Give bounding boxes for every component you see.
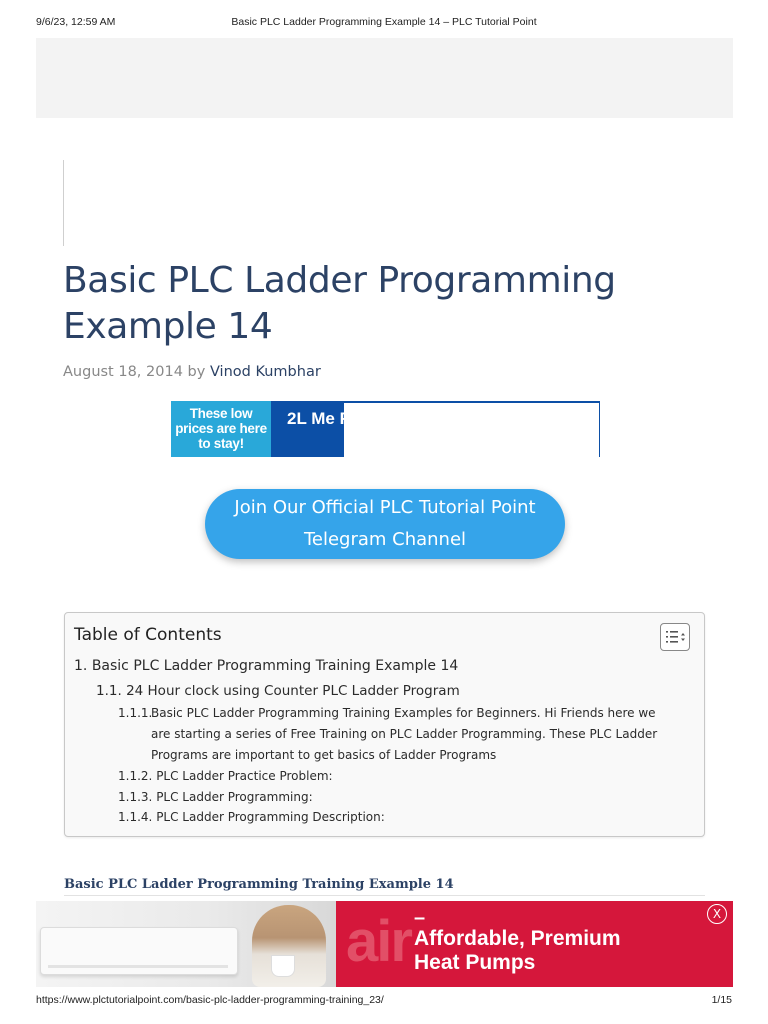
toc-link[interactable] [118, 790, 313, 804]
post-date: August 18, 2014 [63, 364, 183, 380]
section-heading: Basic PLC Ladder Programming Training Example 14 [64, 877, 454, 892]
print-page-title: Basic PLC Ladder Programming Example 14 – PLC Tutorial Point [231, 16, 537, 28]
print-header [0, 14, 768, 30]
divider-line [63, 160, 64, 246]
toc-item-number: 1.1.4. [118, 810, 153, 824]
toc-item-text: PLC Ladder Programming Description: [156, 810, 385, 824]
cup-icon [271, 955, 295, 977]
print-footer [0, 992, 768, 1008]
toc-item-number: 1.1.3. [118, 790, 153, 804]
ad-headline-line1: Affordable, Premium [414, 927, 621, 950]
toc-title: Table of Contents [74, 625, 222, 645]
print-datetime: 9/6/23, 12:59 AM [36, 16, 116, 28]
toc-item-text: PLC Ladder Programming: [156, 790, 313, 804]
toc-toggle-button[interactable] [660, 623, 690, 651]
bottom-ad[interactable] [36, 901, 733, 987]
toc-link[interactable] [118, 810, 385, 824]
ad-brand-logo: air [346, 909, 411, 974]
toc-item-text: PLC Ladder Practice Problem: [156, 769, 333, 783]
telegram-button-line2: Telegram Channel [303, 529, 467, 550]
top-ad-placeholder [36, 38, 733, 118]
toc-link[interactable] [118, 769, 333, 783]
section-divider [64, 895, 705, 896]
post-by: by [187, 364, 206, 380]
ad-close-button[interactable]: X [707, 904, 727, 924]
toc-item-number: 1.1. [96, 683, 122, 699]
toc-item-text: Basic PLC Ladder Programming Training Examples for Beginners. Hi Friends here we are starting a series of Free Training on PLC Ladder Programming. These PLC Ladder Programs are important to get basics of Ladder Programs [151, 706, 658, 762]
toc-link[interactable] [118, 703, 678, 766]
list-toggle-icon [666, 630, 686, 644]
print-url: https://www.plctutorialpoint.com/basic-plc-ladder-programming-training_23/ [36, 994, 384, 1006]
toc-item-text: Basic PLC Ladder Programming Training Example 14 [91, 658, 459, 674]
toc-item-number: 1.1.2. [118, 769, 153, 783]
post-meta [63, 364, 321, 380]
print-page-number: 1/15 [711, 994, 732, 1006]
table-of-contents [64, 612, 705, 837]
post-author-link[interactable]: Vinod Kumbhar [209, 364, 321, 380]
toc-link[interactable] [74, 658, 458, 674]
telegram-button-line1: Join Our Official PLC Tutorial Point [234, 497, 536, 518]
banner-ad-offer-text: 2L Me Fresh [271, 401, 344, 457]
telegram-channel-button[interactable] [205, 489, 565, 559]
banner-ad[interactable] [171, 401, 600, 457]
toc-link[interactable] [96, 683, 460, 699]
ad-dash: – [414, 907, 426, 929]
ad-headline-line2: Heat Pumps [414, 951, 536, 974]
toc-item-number: 1. [74, 658, 88, 674]
heat-pump-vent [48, 965, 228, 968]
toc-item-text: 24 Hour clock using Counter PLC Ladder Program [126, 683, 460, 699]
banner-ad-frame [344, 401, 600, 457]
toc-item-number: 1.1.1. [118, 706, 153, 720]
banner-ad-promo-text: These low prices are here to stay! [171, 401, 271, 457]
post-title: Basic PLC Ladder Programming Example 14 [63, 260, 616, 347]
